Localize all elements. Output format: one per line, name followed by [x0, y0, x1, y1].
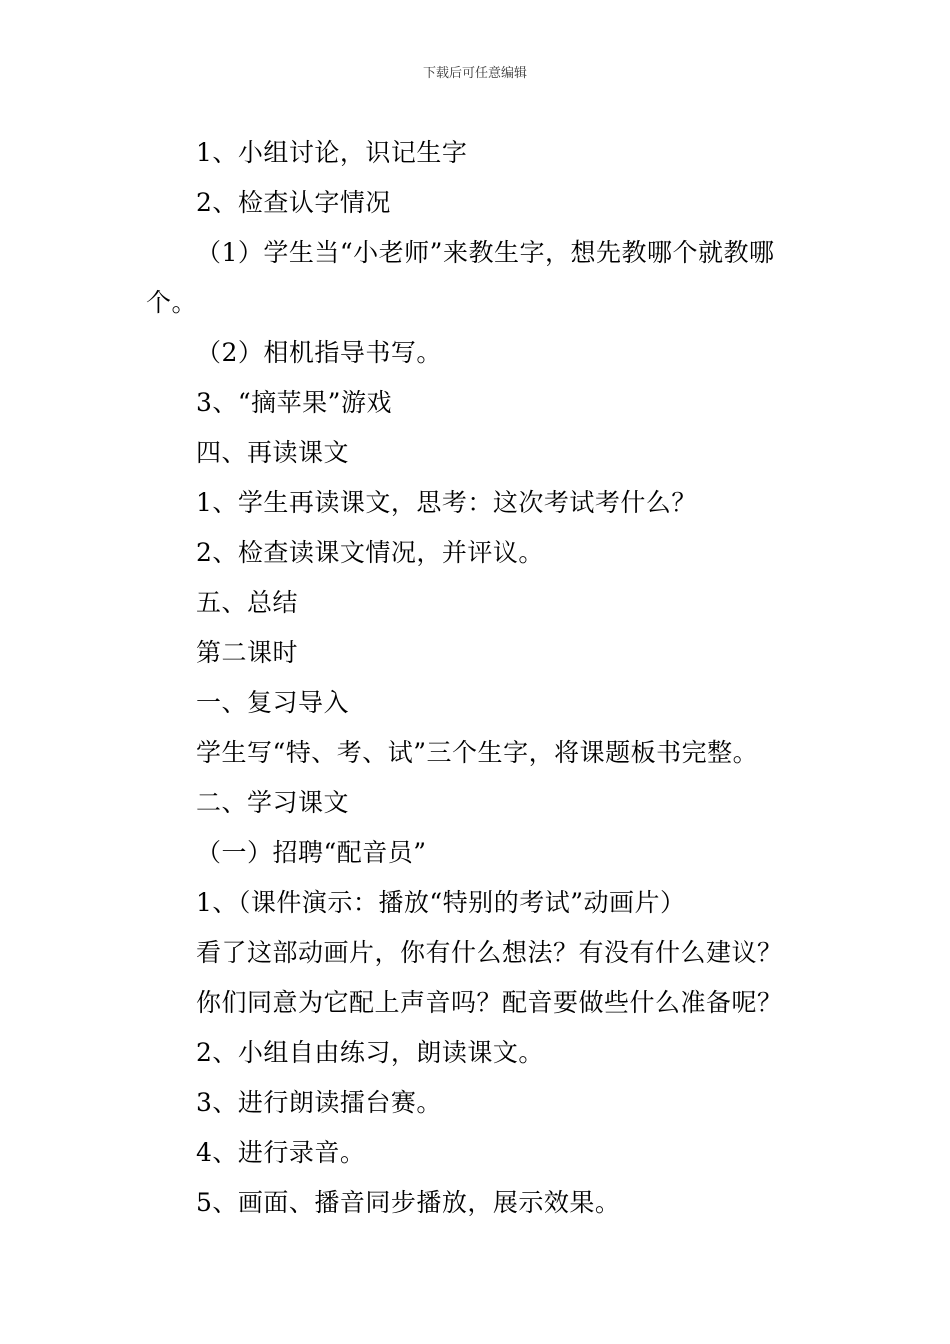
- paragraph-line: 看了这部动画片，你有什么想法？有没有什么建议？: [196, 938, 783, 967]
- list-item: （2）相机指导书写。: [196, 338, 442, 367]
- section-heading: 五、总结: [196, 588, 299, 617]
- section-heading: 二、学习课文: [196, 788, 350, 817]
- subsection-heading: （一）招聘“配音员”: [196, 838, 427, 867]
- list-item: 2、检查读课文情况，并评议。: [196, 538, 544, 567]
- list-item: 5、画面、播音同步播放，展示效果。: [196, 1188, 621, 1217]
- lesson-heading: 第二课时: [196, 638, 299, 667]
- paragraph-line: 学生写“特、考、试”三个生字，将课题板书完整。: [196, 738, 759, 767]
- paragraph-line: （1）学生当“小老师”来教生字，想先教哪个就教哪: [196, 238, 775, 267]
- paragraph-line: 你们同意为它配上声音吗？配音要做些什么准备呢？: [196, 988, 783, 1017]
- list-item: 1、（课件演示：播放“特别的考试”动画片）: [196, 888, 686, 917]
- list-item: 1、小组讨论，识记生字: [196, 138, 468, 167]
- list-item: 2、小组自由练习，朗读课文。: [196, 1038, 544, 1067]
- list-item: 3、进行朗读擂台赛。: [196, 1088, 442, 1117]
- list-item: 3、“摘苹果”游戏: [196, 388, 392, 417]
- section-heading: 四、再读课文: [196, 438, 350, 467]
- paragraph-line-continuation: 个。: [146, 288, 198, 317]
- list-item: 1、学生再读课文，思考：这次考试考什么？: [196, 488, 697, 517]
- section-heading: 一、复习导入: [196, 688, 350, 717]
- page-header: 下载后可任意编辑: [422, 66, 527, 81]
- document-body: [146, 128, 816, 1228]
- list-item: 2、检查认字情况: [196, 188, 391, 217]
- list-item: 4、进行录音。: [196, 1138, 366, 1167]
